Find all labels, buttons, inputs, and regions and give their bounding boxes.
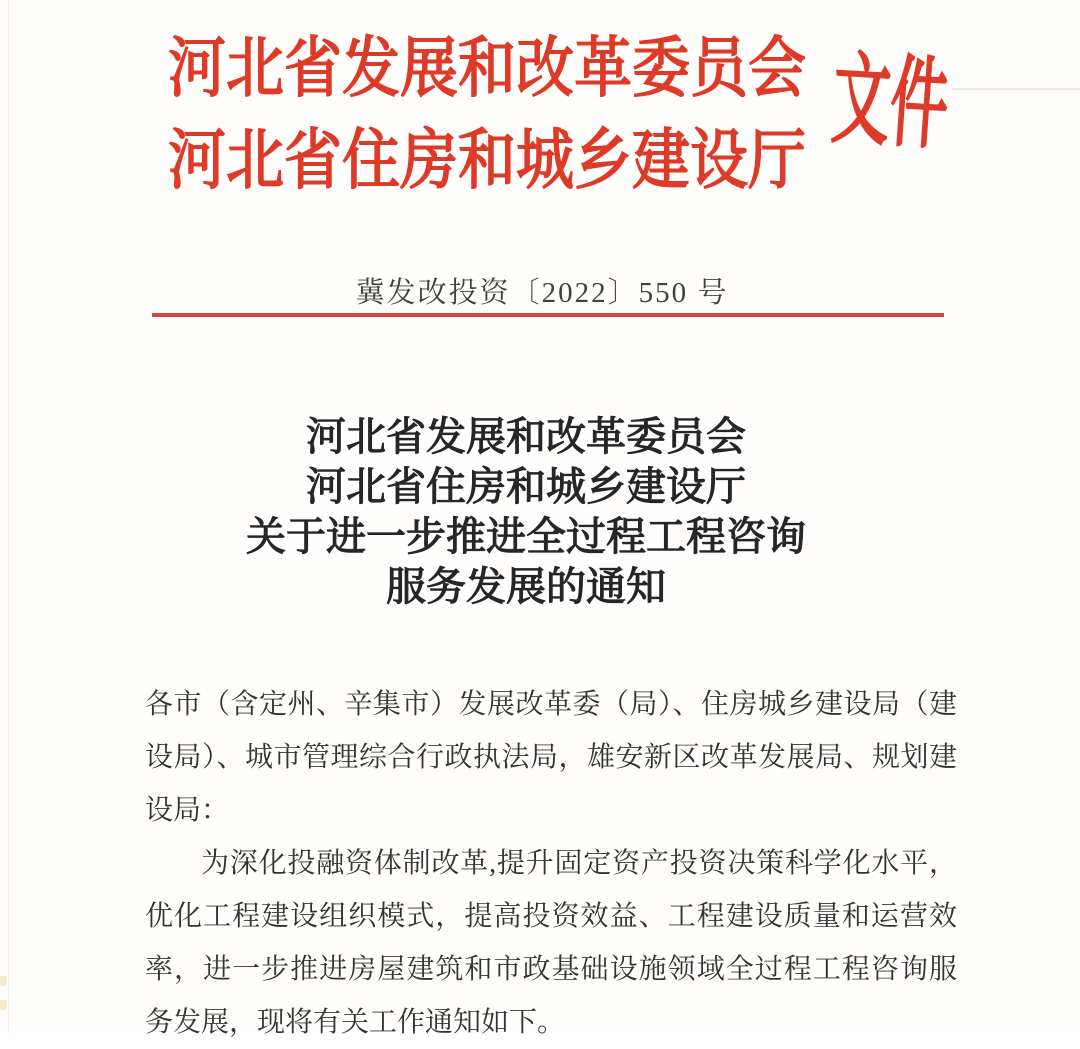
scan-artifact-smudge (0, 976, 7, 986)
letterhead-org-line-2: 河北省住房和城乡建设厅 (168, 123, 807, 198)
title-line-3: 关于进一步推进全过程工程咨询 (246, 514, 806, 559)
paragraph-line-1: 为深化投融资体制改革,提升固定资产投资决策科学化水平， (201, 848, 957, 879)
letterhead-document-label: 文件 (828, 44, 953, 162)
title-line-4: 服务发展的通知 (386, 564, 666, 609)
title-line-2: 河北省住房和城乡建设厅 (306, 464, 746, 509)
title-line-1: 河北省发展和改革委员会 (306, 414, 746, 459)
document-body (145, 678, 957, 1049)
document-number: 冀发改投资〔2022〕550 号 (355, 277, 729, 309)
salutation-line-2: 设局）、城市管理综合行政执法局，雄安新区改革发展局、规划建 (145, 742, 957, 773)
letterhead-org-line-1: 河北省发展和改革委员会 (168, 31, 807, 106)
salutation-line-3: 设局： (145, 795, 230, 826)
scan-artifact-smudge (0, 1000, 7, 1010)
salutation-line-1: 各市（含定州、辛集市）发展改革委（局）、住房城乡建设局（建 (145, 689, 957, 720)
scan-artifact-ghost-line (952, 88, 1080, 90)
paragraph-line-2: 优化工程建设组织模式，提高投资效益、工程建设质量和运营效 (145, 901, 957, 932)
paragraph-line-4: 务发展，现将有关工作通知如下。 (145, 1007, 566, 1038)
paragraph-line-3: 率，进一步推进房屋建筑和市政基础设施领域全过程工程咨询服 (145, 954, 957, 985)
document-title (0, 412, 1052, 612)
red-divider-line (152, 313, 944, 317)
